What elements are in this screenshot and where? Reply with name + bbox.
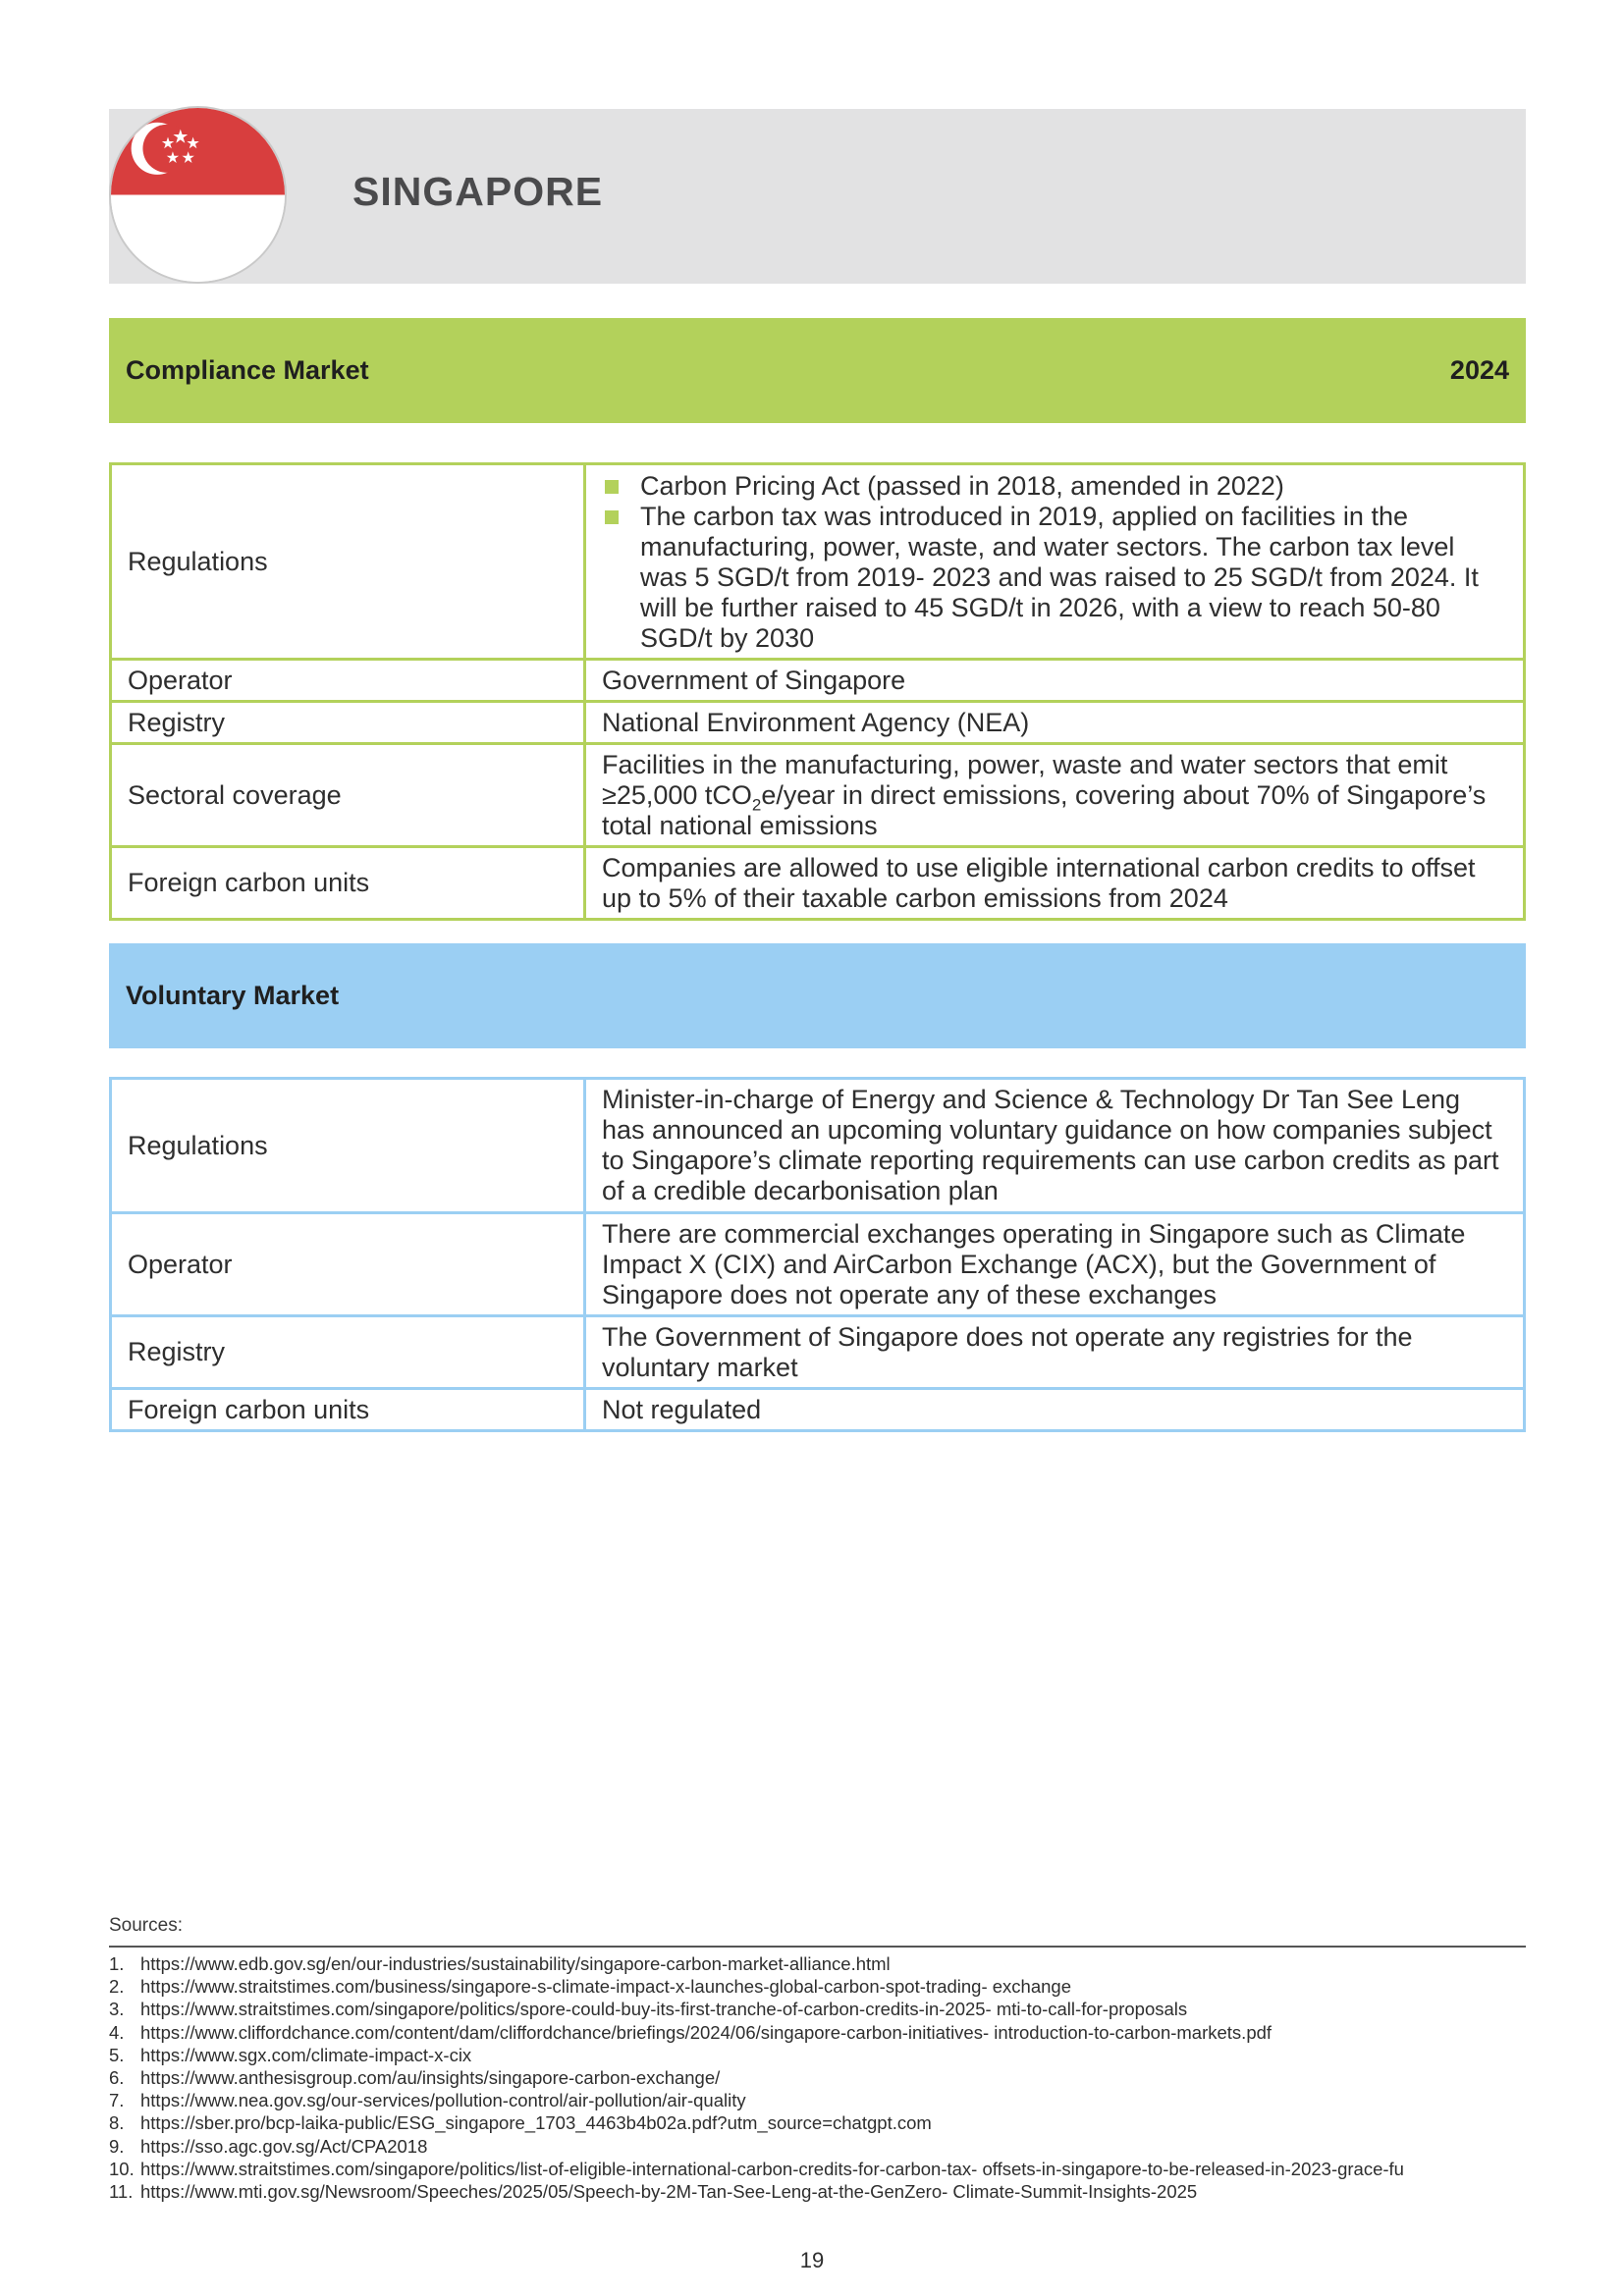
sectoral-text-end: e/year in direct emissions, covering about 70% of Singapore’s total national emissions — [602, 779, 1487, 840]
source-link[interactable]: https://sber.pro/bcp-laika-public/ESG_singapore_1703_4463b4b02a.pdf?utm_source=chatgpt.com — [140, 2112, 932, 2134]
source-number: 4. — [109, 2021, 125, 2043]
table-row — [111, 1213, 1525, 1316]
sources-divider — [109, 1946, 1526, 1948]
table-row — [111, 1316, 1525, 1389]
subscript: 2 — [751, 794, 762, 814]
sources-list — [109, 1952, 1533, 2203]
row-value: There are commercial exchanges operating in Singapore such as Climate Impact X (CIX) and AirCarbon Exchange (ACX), but the Government of Singapore does not operate any of these exchanges — [585, 1213, 1525, 1316]
table-row — [111, 1389, 1525, 1431]
table-row — [111, 702, 1525, 744]
row-label: Registry — [111, 1316, 585, 1389]
row-value: National Environment Agency (NEA) — [585, 702, 1525, 744]
regulations-list — [602, 465, 1507, 658]
table-row — [111, 1079, 1525, 1213]
source-item — [109, 2089, 1533, 2111]
row-label: Foreign carbon units — [111, 847, 585, 920]
source-link[interactable]: https://sso.agc.gov.sg/Act/CPA2018 — [140, 2135, 428, 2157]
source-link[interactable]: https://www.sgx.com/climate-impact-x-cix — [140, 2044, 472, 2065]
source-item — [109, 2158, 1533, 2180]
source-number: 6. — [109, 2067, 125, 2089]
row-label: Operator — [111, 660, 585, 702]
source-number: 3. — [109, 1999, 125, 2020]
source-link[interactable]: https://www.edb.gov.sg/en/our-industries/sustainability/singapore-carbon-market-alliance.html — [140, 1953, 891, 1974]
row-label: Regulations — [111, 1079, 585, 1213]
source-number: 1. — [109, 1953, 125, 1974]
sectoral-text-start: Facilities in the manufacturing, power, waste and water sectors that emit ≥25,000 tCO — [602, 749, 1448, 810]
source-number: 7. — [109, 2090, 125, 2111]
source-item — [109, 2111, 1533, 2134]
row-value: Not regulated — [585, 1389, 1525, 1431]
source-item — [109, 2135, 1533, 2158]
table-row — [111, 464, 1525, 660]
row-label: Foreign carbon units — [111, 1389, 585, 1431]
source-link[interactable]: https://www.straitstimes.com/singapore/politics/list-of-eligible-international-carbon-credits-for-carbon-tax- offsets-in-singapore-to-be-released-in-2023-grace-fu — [140, 2158, 1404, 2179]
source-link[interactable]: https://www.anthesisgroup.com/au/insights/singapore-carbon-exchange/ — [140, 2067, 721, 2089]
source-item — [109, 1998, 1533, 2020]
row-value: The Government of Singapore does not operate any registries for the voluntary market — [585, 1316, 1525, 1389]
table-row — [111, 744, 1525, 847]
source-number: 5. — [109, 2044, 125, 2065]
source-number: 9. — [109, 2135, 125, 2157]
row-value: Government of Singapore — [585, 660, 1525, 702]
compliance-market-title: Compliance Market — [126, 355, 369, 385]
source-link[interactable]: https://www.cliffordchance.com/content/dam/cliffordchance/briefings/2024/06/singapore-carbon-initiatives- introduction-to-carbon-markets.pdf — [140, 2021, 1272, 2043]
row-value: Companies are allowed to use eligible international carbon credits to offset up to 5% of their taxable carbon emissions from 2024 — [585, 847, 1525, 920]
list-item: Carbon Pricing Act (passed in 2018, amended in 2022) — [602, 471, 1507, 502]
source-link[interactable]: https://www.nea.gov.sg/our-services/pollution-control/air-pollution/air-quality — [140, 2090, 746, 2111]
source-item — [109, 2066, 1533, 2089]
source-link[interactable]: https://www.straitstimes.com/business/singapore-s-climate-impact-x-launches-global-carbon-spot-trading- exchange — [140, 1976, 1071, 1998]
row-value: Minister-in-charge of Energy and Science & Technology Dr Tan See Leng has announced an upcoming voluntary guidance on how companies subject to Singapore’s climate reporting requirements can use carbon credits as part of a credible decarbonisation plan — [585, 1079, 1525, 1213]
singapore-flag-icon — [109, 106, 287, 284]
page-number: 19 — [799, 2248, 825, 2272]
page-title: SINGAPORE — [352, 169, 604, 214]
row-label: Registry — [111, 702, 585, 744]
source-item — [109, 2021, 1533, 2044]
sources-label: Sources: — [109, 1915, 183, 1936]
source-link[interactable]: https://www.straitstimes.com/singapore/politics/spore-could-buy-its-first-tranche-of-carbon-credits-in-2025- mti-to-call-for-proposals — [140, 1999, 1188, 2020]
source-item — [109, 2044, 1533, 2066]
row-value — [585, 744, 1525, 847]
voluntary-market-header — [109, 943, 1526, 1048]
source-item — [109, 1952, 1533, 1975]
table-row — [111, 660, 1525, 702]
compliance-market-header — [109, 318, 1526, 423]
row-label: Sectoral coverage — [111, 744, 585, 847]
source-link[interactable]: https://www.mti.gov.sg/Newsroom/Speeches/2025/05/Speech-by-2M-Tan-See-Leng-at-the-GenZero- Climate-Summit-Insights-2025 — [140, 2181, 1198, 2203]
source-number: 2. — [109, 1976, 125, 1998]
country-header-band — [109, 109, 1526, 284]
source-number: 11. — [109, 2181, 134, 2203]
voluntary-market-title: Voluntary Market — [126, 981, 340, 1010]
row-label: Regulations — [111, 464, 585, 660]
table-row — [111, 847, 1525, 920]
compliance-market-table — [109, 462, 1526, 921]
source-item — [109, 2180, 1533, 2203]
voluntary-market-table — [109, 1077, 1526, 1432]
row-label: Operator — [111, 1213, 585, 1316]
compliance-market-year: 2024 — [1449, 355, 1509, 385]
source-item — [109, 1975, 1533, 1998]
list-item: The carbon tax was introduced in 2019, applied on facilities in the manufacturing, power, waste, and water sectors. The carbon tax level was 5 SGD/t from 2019- 2023 and was raised to 25 SGD/t from 2024. It will be further raised to 45 SGD/t in 2026, with a view to reach 50-80 SGD/t by 2030 — [602, 502, 1507, 654]
source-number: 10. — [109, 2158, 135, 2179]
row-value — [585, 464, 1525, 660]
source-number: 8. — [109, 2112, 125, 2134]
